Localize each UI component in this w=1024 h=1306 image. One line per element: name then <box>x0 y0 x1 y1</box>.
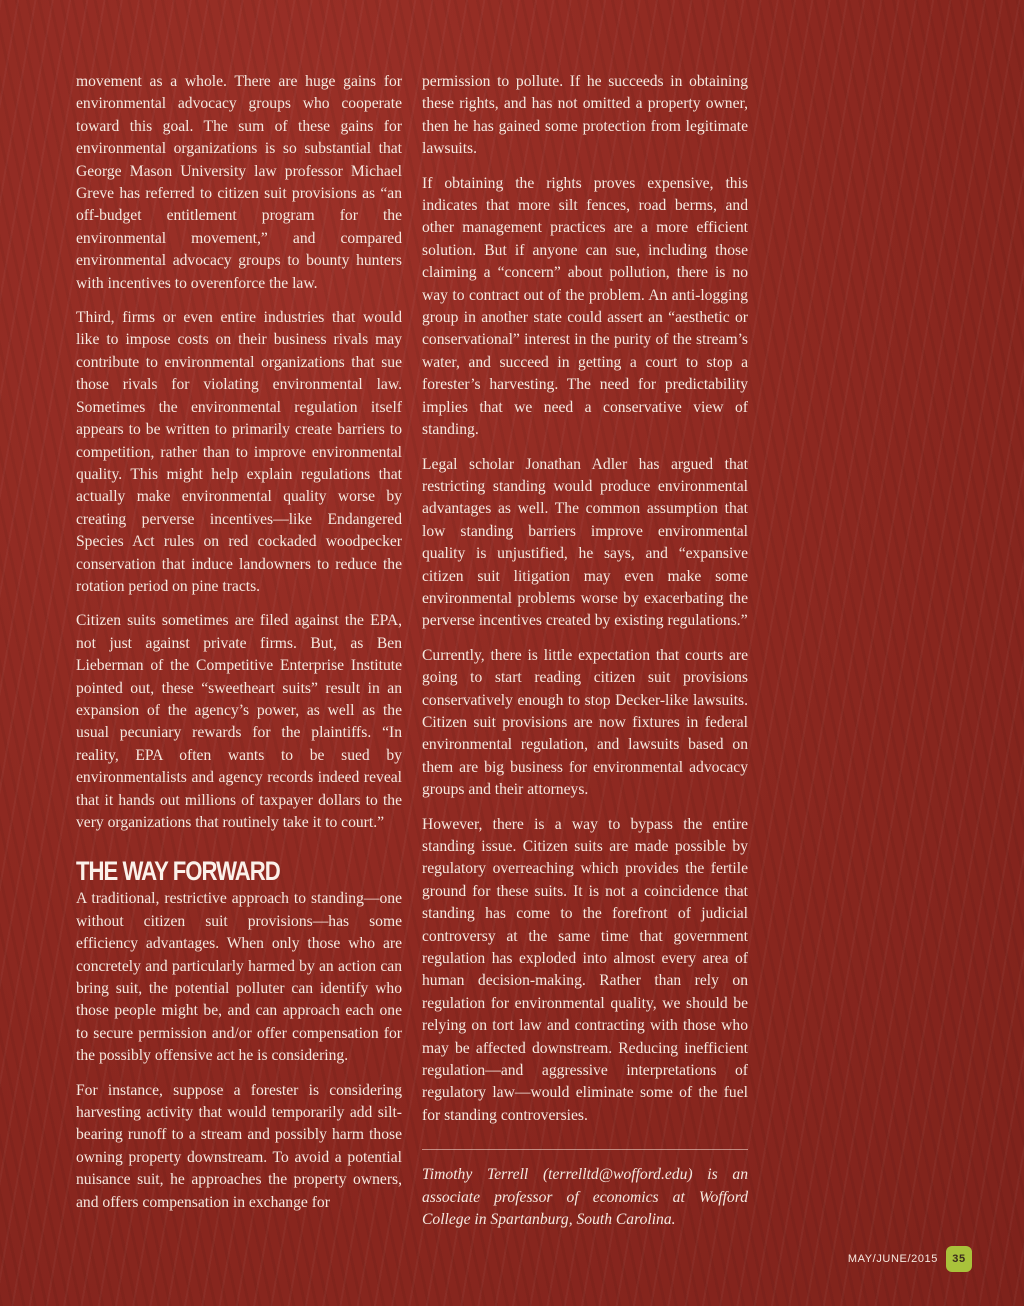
body-paragraph: Third, firms or even entire industries that would like to impose costs on their business rivals may contribute to environmental organizations that sue those rivals for violating environmental law. Sometimes the environmental regulation itself appears to be written to primarily create barriers to competition, rather than to improve environmental quality. This might help explain regulations that actually make environmental quality worse by creating perverse incentives—like Endangered Species Act rules on red cockaded woodpecker conservation that induce landowners to reduce the rotation period on pine tracts. <box>76 309 402 595</box>
body-paragraph: A traditional, restrictive approach to standing—one without citizen suit provisions—has some efficiency advantages. When only those who are concretely and particularly harmed by an action can bring suit, the potential polluter can identify who those people might be, and can approach each one to secure permission and/or offer compensation for the possibly offensive act he is considering. <box>76 890 402 1065</box>
body-paragraph: However, there is a way to bypass the entire standing issue. Citizen suits are made possible by regulatory overreaching which provides the fertile ground for these suits. It is not a coincidence that standing has come to the forefront of judicial controversy at the same time that government regulation has exploded into almost every area of human decision-making. Rather than rely on regulation for environmental quality, we should be relying on tort law and contracting with those who may be affected downstream. Reducing inefficient regulation—and aggressive interpretations of regulatory law—would eliminate some of the fuel for standing controversies. <box>422 815 748 1124</box>
page-number-badge: 35 <box>946 1246 972 1272</box>
right-column <box>422 71 748 1244</box>
body-paragraph: Currently, there is little expectation that courts are going to start reading citizen suit provisions conservatively enough to stop Decker-like lawsuits. Citizen suit provisions are now fixtures in federal environmental regulation, and lawsuits based on them are big business for environmental advocacy groups and their attorneys. <box>422 646 748 799</box>
body-paragraph: For instance, suppose a forester is considering harvesting activity that would temporarily add silt-bearing runoff to a stream and possibly harm those owning property downstream. To avoid a potential nuisance suit, he approaches the property owners, and offers compensation in exchange for <box>76 1081 402 1211</box>
issue-date: MAY/JUNE/2015 <box>847 1253 938 1265</box>
section-heading: THE WAY FORWARD <box>76 856 280 887</box>
page-folio <box>848 1246 972 1272</box>
author-bio: Timothy Terrell (terrelltd@wofford.edu) is an associate professor of economics at Wofford College in Spartanburg, South Carolina. <box>422 1166 748 1229</box>
left-column <box>76 71 402 1226</box>
body-paragraph: movement as a whole. There are huge gains for environmental advocacy groups who cooperate toward this goal. The sum of these gains for environmental organizations is so substantial that George Mason University law professor Michael Greve has referred to citizen suit provisions as “an off-budget entitlement program for the environmental movement,” and compared environmental advocacy groups to bounty hunters with incentives to overenforce the law. <box>76 73 402 292</box>
body-paragraph: Legal scholar Jonathan Adler has argued that restricting standing would produce environmental advantages as well. The common assumption that low standing barriers improve environmental quality is unjustified, he says, and “expansive citizen suit litigation may even make some environmental problems worse by exacerbating the perverse incentives created by existing regulations.” <box>422 455 748 630</box>
body-paragraph: If obtaining the rights proves expensive, this indicates that more silt fences, road berms, and other management practices are a more efficient solution. But if anyone can sue, including those claiming a “concern” about pollution, there is no way to contract out of the problem. An anti-logging group in another state could assert an “aesthetic or conservational” interest in the purity of the stream’s water, and succeed in getting a court to stop a forester’s harvesting. The need for predictability implies that we need a conservative view of standing. <box>422 174 748 439</box>
divider <box>422 1149 748 1150</box>
body-paragraph: permission to pollute. If he succeeds in obtaining these rights, and has not omitted a property owner, then he has gained some protection from legitimate lawsuits. <box>422 73 748 158</box>
body-paragraph: Citizen suits sometimes are filed against the EPA, not just against private firms. But, as Ben Lieberman of the Competitive Enterprise Institute pointed out, these “sweetheart suits” result in an expansion of the agency’s power, as well as the usual pecuniary rewards for the plaintiffs. “In reality, EPA often wants to be sued by environmentalists and agency records indeed reveal that it hands out millions of taxpayer dollars to the very organizations that routinely take it to court.” <box>76 612 402 831</box>
